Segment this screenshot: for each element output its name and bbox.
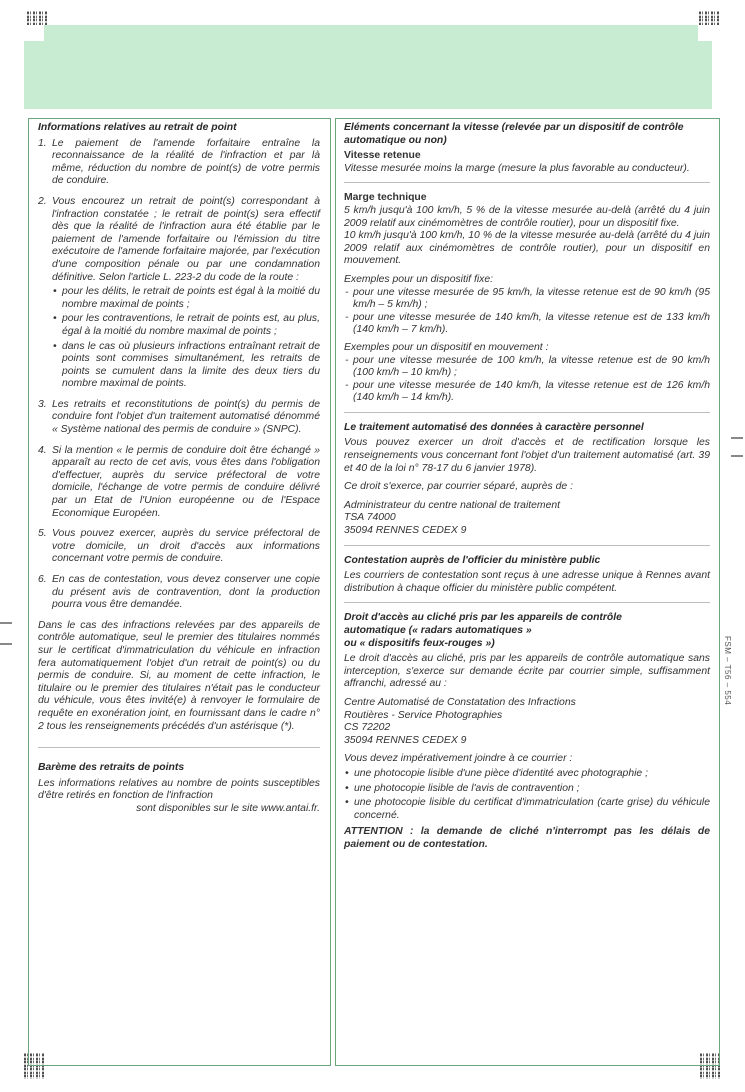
personal-data-address — [344, 500, 710, 538]
automatic-control-paragraph: Dans le cas des infractions relevées par des appareils de contrôle automatique, seul le premier des titulaires nommés sur le certificat d'immatriculation du véhicule en infraction fera automatiquement l'objet d'un retrait de point(s) ou du permis de conduire. Si, au moment de cette infraction, le titulaire ou le premier des titulaires n'était pas le conducteur du véhicule, vous êtes invité(e) à renvoyer le formulaire de requête en exonération joint, en fournissant dans le cadre n° 2 tous les renseignements précédés d'un astérisque (*). — [38, 619, 320, 732]
address-line: Routières - Service Photographies — [344, 709, 503, 721]
bullet-icon: • — [345, 782, 349, 794]
list-item — [38, 574, 320, 612]
band-notch — [24, 25, 44, 41]
dash-icon: - — [345, 379, 349, 391]
bullet-list — [52, 286, 320, 391]
item-text: Les retraits et reconstitutions de point(s) du permis de conduire font l'objet d'un traitement automatisé dénommé « Système national des permis de conduire » (SNPC). — [52, 398, 320, 436]
section-title-photo-access: Droit d'accès au cliché pris par les appareils de contrôle automatique (« radars automatiques » — [344, 612, 622, 636]
fold-mark — [0, 622, 12, 624]
example-text: pour une vitesse mesurée de 95 km/h, la vitesse retenue est de 90 km/h (95 km/h – 5 km/h) ; — [353, 286, 710, 311]
bullet-icon: • — [345, 767, 349, 779]
section-title-point-retrieval: Informations relatives au retrait de point — [38, 122, 237, 133]
list-item — [38, 445, 320, 521]
examples-mobile-title: Exemples pour un dispositif en mouvement : — [344, 341, 549, 353]
separator — [344, 412, 710, 413]
item-number: 1. — [38, 137, 47, 149]
example-item — [344, 380, 710, 405]
section-title-personal-data: Le traitement automatisé des données à caractère personnel — [344, 421, 644, 433]
bullet-icon: • — [345, 797, 349, 809]
margin-mobile-text: 10 km/h jusqu'à 100 km/h, 10 % de la vitesse mesurée au-delà (arrêté du 4 juin 2009 relatif aux cinémomètres de contrôle routier), pour un dispositif en mouvement. — [344, 230, 710, 267]
personal-data-text2: Ce droit s'exerce, par courrier séparé, auprès de : — [344, 481, 573, 493]
attachment-text: une photocopie lisible d'une pièce d'identité avec photographie ; — [354, 767, 648, 779]
section-title-contestation: Contestation auprès de l'officier du ministère public — [344, 554, 601, 566]
photo-access-address — [344, 697, 710, 747]
list-item — [38, 196, 320, 391]
example-item — [344, 355, 710, 380]
bullet-icon: • — [53, 340, 57, 352]
separator — [344, 545, 710, 546]
attachment-text: une photocopie lisible du certificat d'immatriculation (carte grise) du véhicule concerné. — [354, 797, 710, 821]
bullet-icon: • — [53, 313, 57, 325]
item-text: En cas de contestation, vous devez conserver une copie du présent avis de contravention, dont la production pourra vous être demandée. — [52, 574, 320, 611]
item-number: 6. — [38, 574, 47, 585]
item-number: 5. — [38, 528, 47, 540]
technical-margin-title: Marge technique — [344, 192, 427, 204]
address-line: Centre Automatisé de Constatation des Infractions — [344, 696, 576, 708]
fold-mark — [731, 455, 743, 457]
attachments-title: Vous devez impérativement joindre à ce courrier : — [344, 753, 573, 765]
photo-access-text: Le droit d'accès au cliché, pris par les appareils de contrôle automatique sans interception, s'exerce sur demande écrite par courrier simple, suffisamment affranchi, adressé au : — [344, 653, 710, 690]
item-text: Vous pouvez exercer, auprès du service préfectoral de votre domicile, un droit d'accès aux informations concernant votre permis de conduire. — [52, 528, 320, 565]
example-item — [344, 312, 710, 337]
bullet-text: pour les contraventions, le retrait de points est, au plus, égal à la moitié du nombre maximal de points ; — [62, 313, 320, 337]
example-text: pour une vitesse mesurée de 140 km/h, la vitesse retenue est de 133 km/h (140 km/h – 7 km/h). — [353, 311, 710, 336]
form-code: FSM – T56 – 554 — [723, 636, 732, 706]
item-text: Le paiement de l'amende forfaitaire entraîne la reconnaissance de la réalité de l'infraction et par là même, réduction du nombre de point(s) de votre permis de conduire. — [52, 137, 320, 187]
separator — [344, 182, 710, 183]
antai-link-text: sont disponibles sur le site www.antai.fr. — [136, 802, 320, 814]
bullet-item — [52, 341, 320, 391]
examples-mobile-list — [344, 355, 710, 405]
warning-text: ATTENTION : la demande de cliché n'interrompt pas les délais de paiement ou de contestation. — [344, 826, 710, 850]
section-title-photo-access-2: ou « dispositifs feux-rouges ») — [344, 637, 495, 649]
item-text: Si la mention « le permis de conduire doit être échangé » apparaît au recto de cet avis, vous êtes dans l'obligation d'effectuer, auprès du service préfectoral de votre domicile, l'échange de votre permis de conduire délivré par un Etat de l'Union européenne ou de l'Espace Economique Européen. — [52, 444, 320, 519]
bullet-item — [52, 286, 320, 311]
contestation-text: Les courriers de contestation sont reçus à une adresse unique à Rennes avant distribution à chaque officier du ministère public compétent. — [344, 570, 710, 594]
bullet-text: pour les délits, le retrait de points est égal à la moitié du nombre maximal de points ; — [62, 286, 320, 310]
address-line: TSA 74000 — [344, 512, 396, 524]
bullet-text: dans le cas où plusieurs infractions entraînant retrait de points sont commises simultanément, les retraits de points se cumulent dans la limite des deux tiers du nombre maximal de points. — [62, 340, 320, 390]
examples-fixed-list — [344, 287, 710, 337]
dash-icon: - — [345, 286, 349, 298]
item-number: 2. — [38, 195, 47, 207]
fold-mark — [0, 643, 12, 645]
personal-data-text: Vous pouvez exercer un droit d'accès et de rectification lorsque les renseignements vous concernant font l'objet d'un traitement automatisé (art. 39 et 40 de la loi n° 78-17 du 6 janvier 1978). — [344, 437, 710, 474]
item-number: 4. — [38, 444, 47, 456]
examples-fixed-title: Exemples pour un dispositif fixe: — [344, 273, 494, 285]
fold-mark — [731, 437, 743, 439]
address-line: CS 72202 — [344, 722, 391, 734]
separator — [38, 747, 320, 748]
item-text: Vous encourez un retrait de point(s) correspondant à l'infraction constatée ; le retrait de point(s) sera effectif dès que la réalité de l'infraction aura été établie par le paiement de l'amende forfaitaire ou l'émission du titre exécutoire de l'amende forfaitaire majorée, par l'exécution d'une composition pénale ou par une condamnation définitive. Selon l'article L. 223-2 du code de la route : — [52, 195, 320, 283]
separator — [344, 602, 710, 603]
section-title-speed: Eléments concernant la vitesse (relevée par un dispositif de contrôle automatique ou non) — [344, 122, 684, 146]
example-text: pour une vitesse mesurée de 140 km/h, la vitesse retenue est de 126 km/h (140 km/h – 14 km/h). — [353, 379, 710, 404]
attachment-item — [344, 783, 710, 796]
dash-icon: - — [345, 354, 349, 366]
header-band — [24, 25, 718, 109]
retained-speed-text: Vitesse mesurée moins la marge (mesure la plus favorable au conducteur). — [344, 162, 690, 174]
point-info-list — [38, 138, 320, 612]
right-column — [344, 122, 710, 858]
band-notch — [698, 25, 720, 41]
attachment-item — [344, 797, 710, 822]
bullet-icon: • — [53, 286, 57, 298]
margin-fixed-text: 5 km/h jusqu'à 100 km/h, 5 % de la vitesse mesurée au-delà (arrêté du 4 juin 2009 relatif aux cinémomètres de contrôle routier), pour un dispositif fixe. — [344, 204, 710, 229]
section-title-point-scale: Barème des retraits de points — [38, 762, 185, 774]
point-scale-text: Les informations relatives au nombre de points susceptibles d'être retirés en fonction de l'infraction — [38, 777, 320, 802]
retained-speed-title: Vitesse retenue — [344, 150, 421, 162]
left-column — [38, 122, 320, 822]
band-notch — [712, 41, 720, 109]
attachments-list — [344, 768, 710, 822]
example-item — [344, 287, 710, 312]
example-text: pour une vitesse mesurée de 100 km/h, la vitesse retenue est de 90 km/h (100 km/h – 10 km/h) ; — [353, 354, 710, 379]
address-line: 35094 RENNES CEDEX 9 — [344, 525, 467, 537]
list-item — [38, 399, 320, 437]
bullet-item — [52, 313, 320, 338]
address-line: 35094 RENNES CEDEX 9 — [344, 734, 467, 746]
list-item — [38, 138, 320, 188]
attachment-item — [344, 768, 710, 781]
item-number: 3. — [38, 398, 47, 410]
list-item — [38, 528, 320, 566]
dash-icon: - — [345, 311, 349, 323]
attachment-text: une photocopie lisible de l'avis de contravention ; — [354, 782, 580, 794]
address-line: Administrateur du centre national de traitement — [344, 499, 561, 511]
